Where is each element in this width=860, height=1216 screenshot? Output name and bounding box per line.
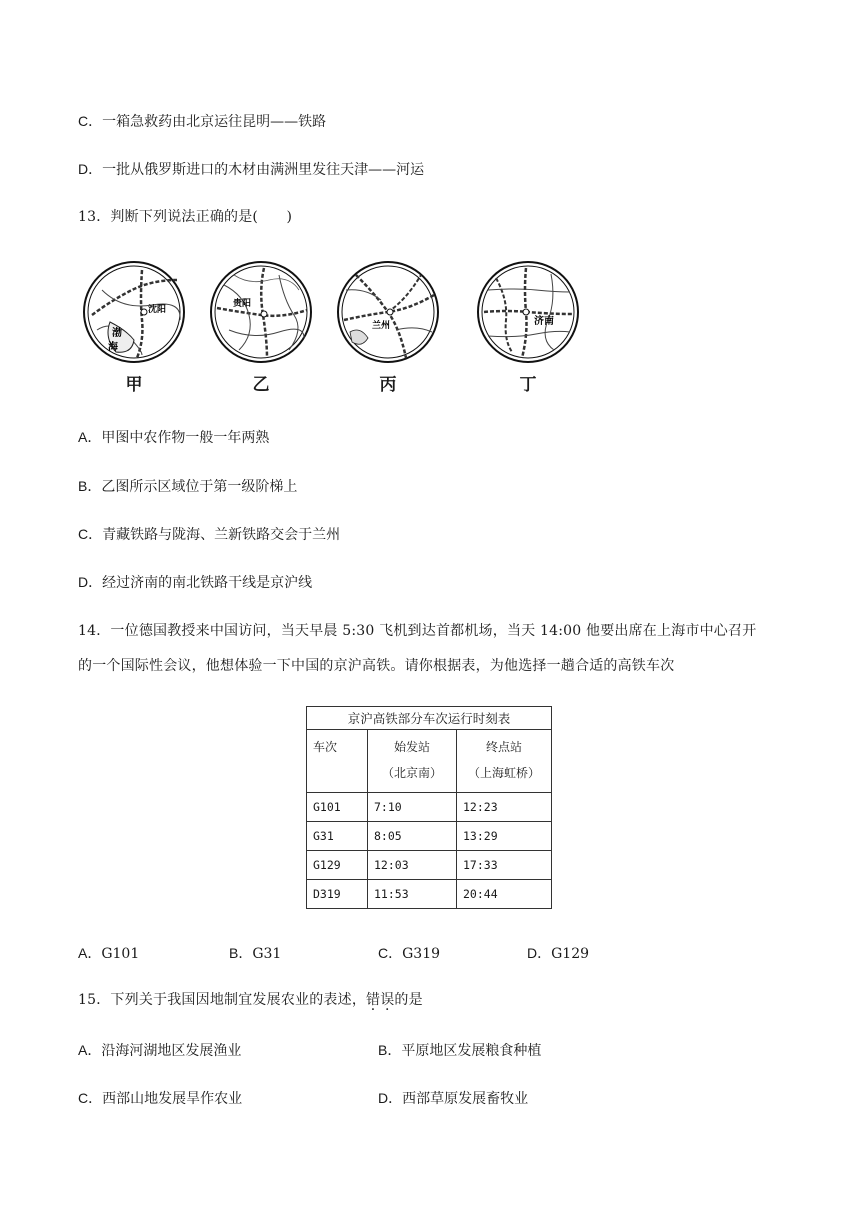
- cell-depart: 8:05: [368, 822, 457, 851]
- table-row: [307, 793, 552, 822]
- cell-depart: 12:03: [368, 851, 457, 880]
- q13-option-a: [78, 427, 269, 448]
- q13-stem: 13．判断下列说法正确的是( ): [78, 209, 293, 225]
- q14-option-a: [78, 943, 139, 964]
- q12-option-d: [78, 159, 424, 180]
- q14-stem-line-1: 14．一位德国教授来中国访问，当天早晨 5:30 飞机到达首都机场，当天 14:00 他要出席在上海市中心召开: [78, 623, 757, 639]
- map-label: 乙: [252, 375, 270, 395]
- q13-option-d: [78, 572, 312, 593]
- option-key: B．: [378, 1042, 402, 1058]
- map-bing-figure: [336, 260, 440, 364]
- map-label: 丙: [379, 375, 397, 395]
- option-key: A．: [78, 1042, 102, 1058]
- cell-arrive: 20:44: [457, 880, 552, 909]
- cell-depart: 11:53: [368, 880, 457, 909]
- cell-train: D319: [307, 880, 368, 909]
- option-key: C．: [378, 945, 403, 961]
- header-arrival-title: 终点站: [485, 740, 522, 754]
- train-timetable: [306, 706, 552, 909]
- map-jia: [82, 260, 186, 395]
- header-departure-title: 始发站: [393, 740, 430, 754]
- q14-option-c: [378, 943, 440, 964]
- header-arrival: [457, 730, 552, 793]
- option-key: C．: [78, 1090, 103, 1106]
- option-text: 青藏铁路与陇海、兰新铁路交会于兰州: [102, 527, 341, 543]
- q15-stem: [78, 990, 423, 1010]
- map-yi-place-1: 贵阳: [233, 299, 252, 309]
- option-key: B．: [78, 478, 102, 494]
- map-label: 甲: [125, 375, 143, 395]
- cell-arrive: 17:33: [457, 851, 552, 880]
- table-row: [307, 851, 552, 880]
- map-yi-figure: [209, 260, 313, 364]
- table-header-row: [307, 730, 552, 793]
- option-text: 一批从俄罗斯进口的木材由满洲里发往天津——河运: [102, 162, 425, 178]
- q13-option-b: [78, 476, 297, 497]
- q15-option-c: [78, 1088, 242, 1109]
- q15-option-d: [378, 1088, 528, 1109]
- option-text: G319: [402, 946, 441, 962]
- option-text: 平原地区发展粮食种植: [401, 1043, 542, 1059]
- cell-arrive: 13:29: [457, 822, 552, 851]
- q14-stem-line-2: 的一个国际性会议，他想体验一下中国的京沪高铁。请你根据表，为他选择一趟合适的高铁车次: [78, 658, 675, 674]
- q12-option-c: [78, 111, 326, 132]
- table-caption-row: [307, 707, 552, 730]
- q13-maps: [78, 260, 598, 400]
- map-bing-place-1: 兰州: [372, 321, 391, 331]
- option-text: G101: [101, 946, 140, 962]
- map-bing: [336, 260, 440, 395]
- map-ding-figure: [476, 260, 580, 364]
- header-train: 车次: [307, 730, 368, 793]
- q15-stem-emphasis: 误: [380, 992, 395, 1008]
- cell-arrive: 12:23: [457, 793, 552, 822]
- map-jia-figure: [82, 260, 186, 364]
- option-key: D．: [78, 161, 103, 177]
- option-text: 沿海河湖地区发展渔业: [101, 1043, 242, 1059]
- q15-option-b: [378, 1040, 541, 1061]
- cell-train: G31: [307, 822, 368, 851]
- q15-stem-post: 的是: [394, 992, 423, 1008]
- option-key: A．: [78, 429, 102, 445]
- option-text: 甲图中农作物一般一年两熟: [101, 430, 270, 446]
- map-ding: [476, 260, 580, 395]
- option-text: 西部山地发展旱作农业: [102, 1091, 243, 1107]
- cell-train: G101: [307, 793, 368, 822]
- table-row: [307, 880, 552, 909]
- q13-option-c: [78, 524, 340, 545]
- map-label: 丁: [519, 375, 537, 395]
- table-row: [307, 822, 552, 851]
- option-key: C．: [78, 113, 103, 129]
- q14-option-d: [527, 943, 589, 964]
- option-text: 经过济南的南北铁路干线是京沪线: [102, 575, 313, 591]
- q15-option-a: [78, 1040, 241, 1061]
- table-caption: 京沪高铁部分车次运行时刻表: [307, 707, 552, 730]
- option-key: A．: [78, 945, 102, 961]
- option-text: 一箱急救药由北京运往昆明——铁路: [102, 114, 327, 130]
- map-yi: [209, 260, 313, 395]
- option-text: 乙图所示区域位于第一级阶梯上: [101, 479, 298, 495]
- option-key: D．: [378, 1090, 403, 1106]
- map-jia-place-1: 沈阳: [148, 305, 167, 315]
- option-key: C．: [78, 526, 103, 542]
- option-key: B．: [229, 945, 253, 961]
- q14-option-b: [229, 943, 281, 964]
- header-arrival-station: （上海虹桥）: [467, 766, 540, 780]
- cell-train: G129: [307, 851, 368, 880]
- cell-depart: 7:10: [368, 793, 457, 822]
- option-text: G31: [252, 946, 282, 962]
- map-jia-place-3: 海: [108, 342, 118, 353]
- option-key: D．: [527, 945, 552, 961]
- q15-stem-emphasis: 错: [366, 992, 381, 1008]
- q15-stem-pre: 15．下列关于我国因地制宜发展农业的表述，: [78, 992, 367, 1008]
- option-text: G129: [551, 946, 590, 962]
- option-key: D．: [78, 574, 103, 590]
- header-departure: [368, 730, 457, 793]
- map-ding-place-1: 济南: [534, 316, 554, 327]
- header-departure-station: （北京南）: [381, 766, 442, 780]
- map-jia-place-2: 渤: [112, 328, 122, 339]
- option-text: 西部草原发展畜牧业: [402, 1091, 529, 1107]
